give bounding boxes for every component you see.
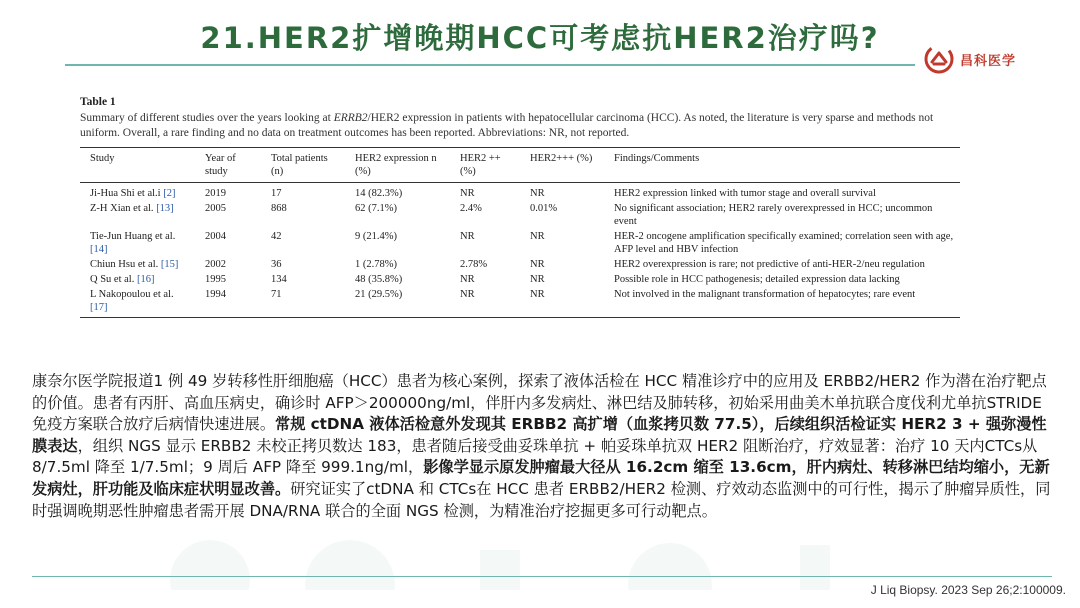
header-her2-ppp: HER2+++ (%) (520, 148, 604, 183)
cell-expression: 48 (35.8%) (355, 274, 403, 285)
cell-study (80, 272, 195, 287)
header-expression: HER2 expression n (%) (345, 148, 450, 183)
cell-year: 1994 (195, 287, 261, 318)
cell-her2-pp: NR (450, 287, 520, 318)
study-name: Tie-Jun Huang et al. (90, 231, 176, 242)
cell-year: 2019 (205, 188, 226, 199)
cell-total: 868 (271, 203, 287, 214)
table-row (80, 287, 960, 318)
caption-text: Summary of different studies over the years looking at (80, 112, 334, 124)
header-total: Total patients (n) (261, 148, 345, 183)
study-name: Ji-Hua Shi et al.i (90, 188, 164, 199)
header-year: Year of study (195, 148, 261, 183)
table-figure (80, 96, 960, 318)
cell-total: 71 (261, 287, 345, 318)
cell-study (80, 287, 195, 318)
cell-expression: 9 (21.4%) (355, 231, 397, 242)
table-row (80, 272, 960, 287)
cell-expression: 1 (2.78%) (355, 259, 397, 270)
header-findings: Findings/Comments (604, 148, 960, 183)
cell-her2-pp: 2.78% (460, 259, 488, 270)
table-row (80, 183, 960, 202)
cell-total: 17 (271, 188, 282, 199)
table-label: Table 1 (80, 96, 116, 108)
table-row (80, 257, 960, 272)
study-name: L Nakopoulou et al. (90, 289, 174, 300)
summary-highlight: 影像学显示原发肿瘤最大径从 16.2cm 缩至 13.6cm，肝内病灶、转移淋巴结均缩小，无新发病灶，肝功能及临床症状明显改善。 (32, 458, 1050, 498)
article-summary (32, 371, 1052, 522)
footer-divider (32, 576, 1052, 577)
cell-her2-pp: NR (460, 231, 475, 242)
brand-logo-icon (922, 42, 956, 76)
cell-study (80, 183, 195, 202)
cell-year: 2005 (205, 203, 226, 214)
cell-her2-ppp: NR (530, 259, 545, 270)
cell-her2-pp: NR (460, 274, 475, 285)
summary-highlight: 常规 ctDNA 液体活检意外发现其 ERBB2 高扩增（血浆拷贝数 77.5），后续组织活检证实 HER2 3 + 强弥漫性膜表达 (32, 415, 1047, 455)
caption-gene: ERRB2 (333, 112, 368, 124)
table-caption (80, 111, 960, 141)
study-name: Chiun Hsu et al. (90, 259, 161, 270)
cell-her2-ppp: 0.01% (530, 203, 558, 214)
table-row (80, 229, 960, 257)
cell-year: 2002 (205, 259, 226, 270)
studies-table (80, 147, 960, 318)
cell-findings: Not involved in the malignant transformation of hepatocytes; rare event (604, 287, 960, 318)
cell-findings: No significant association; HER2 rarely overexpressed in HCC; uncommon event (614, 203, 933, 227)
study-name: Z-H Xian et al. (90, 203, 157, 214)
reference-link[interactable]: [15] (160, 259, 179, 270)
summary-text: 研究证实了ctDNA 和 CTCs在 HCC 患者 ERBB2/HER2 检测、疗效动态监测中的可行性，揭示了肿瘤异质性，同时强调晚期恶性肿瘤患者需开展 DNA/RNA 联合的全面 NGS 检测，为精准治疗挖掘更多可行动靶点。 (32, 479, 1051, 520)
cell-findings: Possible role in HCC pathogenesis; detailed expression data lacking (614, 274, 900, 285)
reference-link[interactable]: [16] (136, 274, 155, 285)
reference-link[interactable]: [14] (90, 244, 108, 255)
citation: J Liq Biopsy. 2023 Sep 26;2:100009. (870, 583, 1066, 597)
table-header-row (80, 148, 960, 183)
cell-her2-ppp: NR (530, 274, 545, 285)
header-her2-pp: HER2 ++ (%) (450, 148, 520, 183)
cell-total: 36 (271, 259, 282, 270)
cell-her2-pp: 2.4% (460, 203, 482, 214)
brand-name: 昌科医学 (960, 53, 1017, 69)
slide-title: 21.HER2扩增晚期HCC可考虑抗HER2治疗吗? (200, 21, 880, 55)
cell-expression: 21 (29.5%) (345, 287, 450, 318)
summary-text: 康奈尔医学院报道1 例 49 岁转移性肝细胞癌（HCC）患者为核心案例，探索了液体活检在 HCC 精准诊疗中的应用及 ERBB2/HER2 作为潜在治疗靶点的价值。患者有丙肝、高血压病史，确诊时 AFP＞200000ng/ml，伴肝内多发病灶、淋巴结及肺转移，初始采用曲美木单抗联合度伐利尤单抗STRIDE 免疫方案联合放疗后病情快速进展。 (32, 372, 1047, 434)
cell-her2-pp: NR (460, 188, 475, 199)
cell-study (80, 257, 195, 272)
cell-study (80, 229, 195, 257)
study-name: Q Su et al. (90, 274, 137, 285)
cell-her2-ppp: NR (530, 231, 545, 242)
cell-expression: 14 (82.3%) (355, 188, 403, 199)
reference-link[interactable]: [13] (156, 203, 174, 214)
cell-total: 134 (271, 274, 287, 285)
cell-findings: HER-2 oncogene amplification specifically examined; correlation seen with age, AFP level and HBV infection (614, 231, 954, 255)
cell-expression: 62 (7.1%) (355, 203, 397, 214)
cell-study (80, 201, 195, 229)
cell-findings: HER2 expression linked with tumor stage and overall survival (614, 188, 876, 199)
cell-her2-ppp: NR (530, 188, 545, 199)
reference-link[interactable]: [2] (163, 188, 176, 199)
brand (922, 42, 1016, 76)
table-row (80, 201, 960, 229)
summary-text: ，组织 NGS 显示 ERBB2 未校正拷贝数达 183，患者随后接受曲妥珠单抗 + 帕妥珠单抗双 HER2 阻断治疗，疗效显著：治疗 10 天内CTCs从 8/7.5ml 降至 1/7.5ml；9 周后 AFP 降至 999.1ng/ml， (32, 436, 1038, 477)
reference-link[interactable]: [17] (90, 302, 108, 313)
caption-text: /HER2 expression in patients with hepatocellular carcinoma (HCC). As noted, the literature is very sparse and methods not uniform. Overall, a rare finding and no data on treatment outcomes has been reported. Abbreviations: NR, not reported. (80, 112, 934, 139)
header-study: Study (80, 148, 195, 183)
cell-findings: HER2 overexpression is rare; not predictive of anti-HER-2/neu regulation (614, 259, 925, 270)
cell-year: 2004 (205, 231, 226, 242)
cell-year: 1995 (205, 274, 226, 285)
cell-total: 42 (271, 231, 282, 242)
background-watermark (150, 530, 950, 590)
cell-her2-ppp: NR (520, 287, 604, 318)
title-divider (65, 64, 915, 66)
